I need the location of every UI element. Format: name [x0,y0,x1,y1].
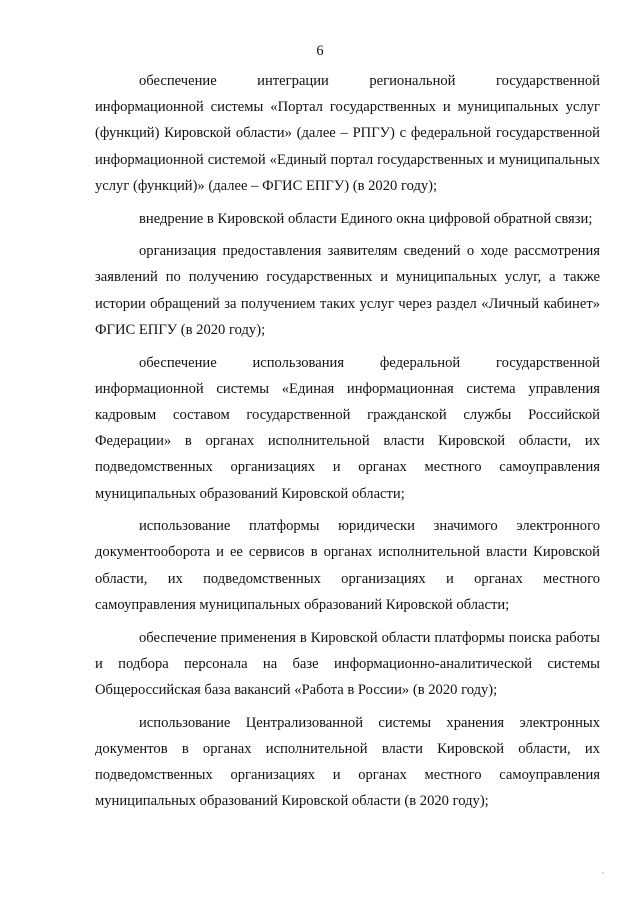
paragraph-job-search-platform: обеспечение применения в Кировской области платформы поиска работы и подбора персонала на базе информационно-аналитической системы Общероссийская база вакансий «Работа в России» (в 2020 году); [95,629,600,698]
paragraph-feedback-window: внедрение в Кировской области Единого окна цифровой обратной связи; [139,210,593,227]
paragraph-application-status: организация предоставления заявителям сведений о ходе рассмотрения заявлений по получению государственных и муниципальных услуг, а также истории обращений за получением таких услуг через раздел «Личный кабинет» ФГИС ЕПГУ (в 2020 году); [95,243,600,338]
paragraph-document-storage: использование Централизованной системы хранения электронных документов в органах исполнительной власти Кировской области, их подведомственных организациях и органах местного самоуправления муниципальных образований Кировской области (в 2020 году); [95,714,600,810]
page-number: 6 [316,43,324,59]
scan-speck [602,872,604,874]
document-body [95,68,600,821]
paragraph-rpgu-integration: обеспечение интеграции региональной государственной информационной системы «Портал государственных и муниципальных услуг (функций) Кировской области» (далее – РПГУ) с федеральной государственной информационной системой «Единый портал государственных и муниципальных услуг (функций)» (далее – ФГИС ЕПГУ) (в 2020 году); [95,73,600,194]
paragraph-edo-platform: использование платформы юридически значимого электронного документооборота и ее сервисов в органах исполнительной власти Кировской области, их подведомственных организациях и органах местного самоуправления муниципальных образований Кировской области; [95,518,600,613]
paragraph-hr-system: обеспечение использования федеральной государственной информационной системы «Единая информационная система управления кадровым составом государственной гражданской службы Российской Федерации» в органах исполнительной власти Кировской области, их подведомственных организациях и органах местного самоуправления муниципальных образований Кировской области; [95,354,600,502]
